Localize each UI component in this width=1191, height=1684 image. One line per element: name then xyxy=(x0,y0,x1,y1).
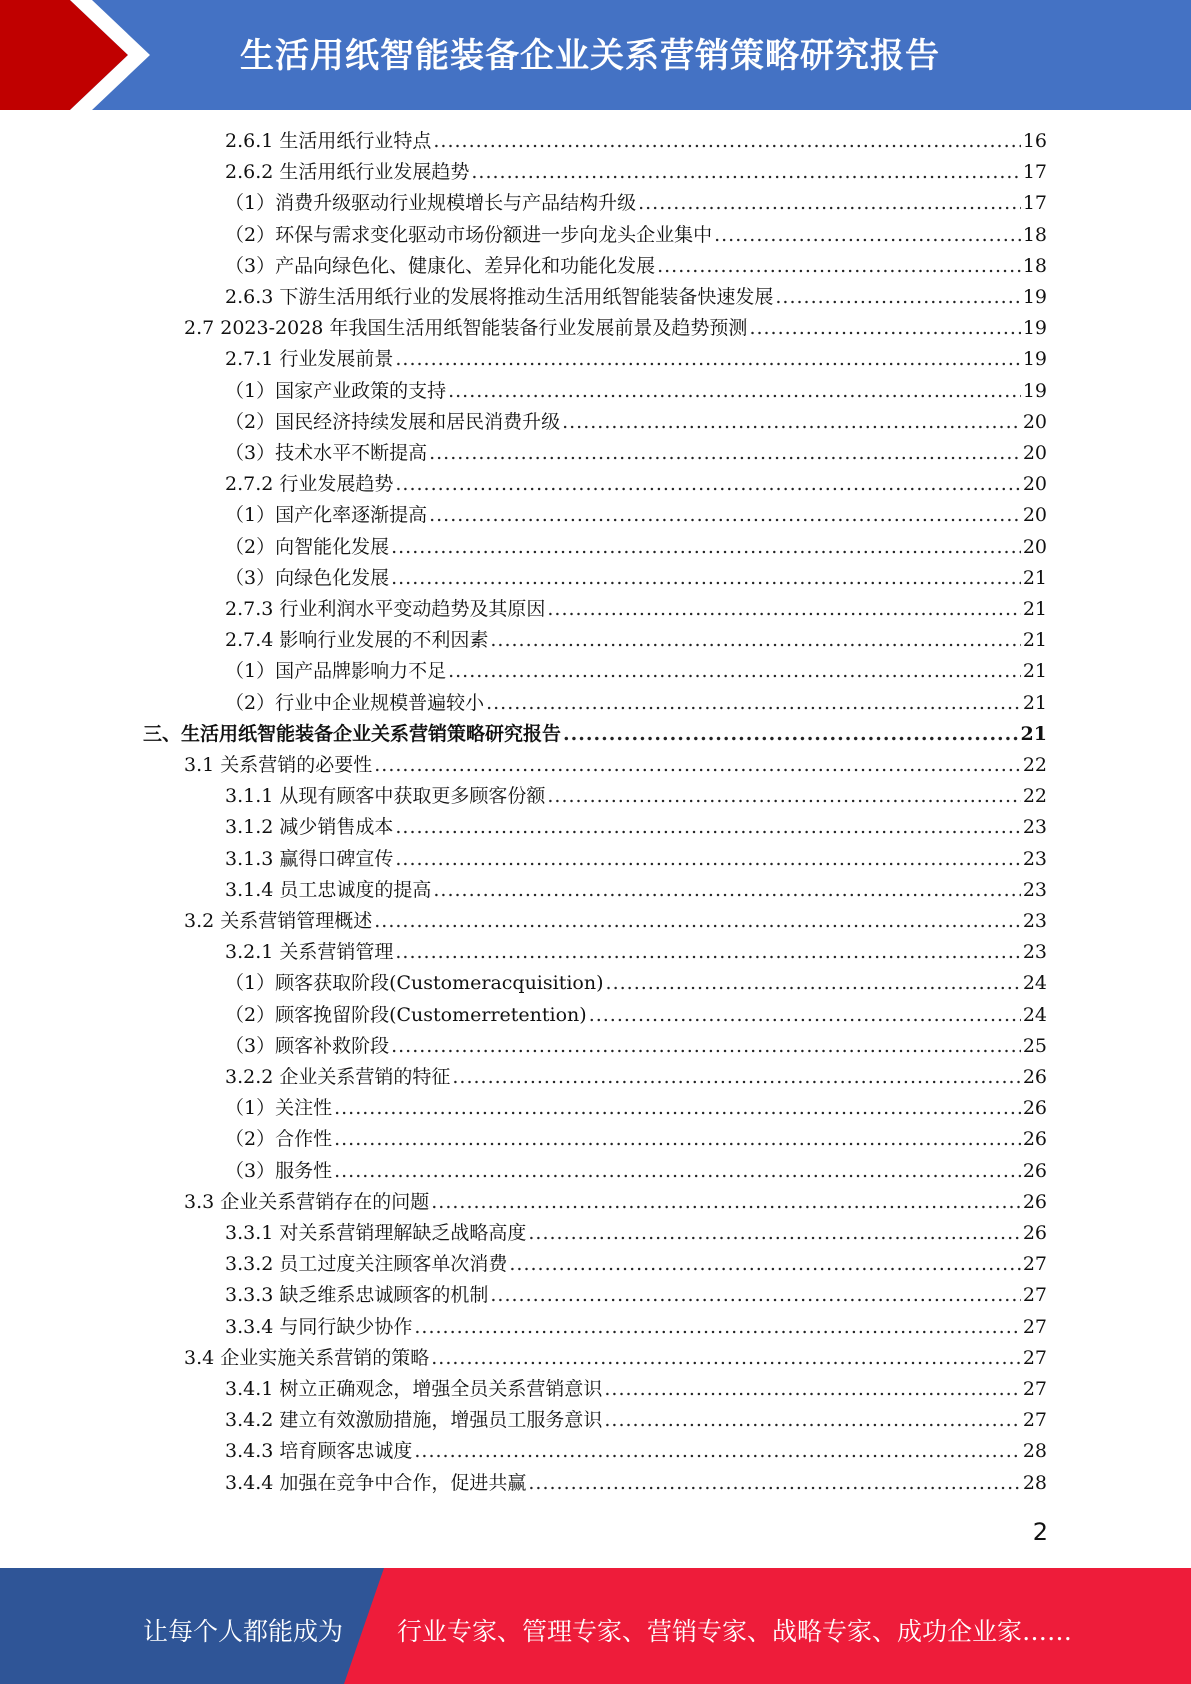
toc-entry[interactable] xyxy=(225,1031,1047,1062)
toc-entry-label: 3.1.4 员工忠诚度的提高 xyxy=(225,878,432,901)
toc-entry[interactable] xyxy=(225,1000,1047,1031)
toc-entry-label: 2.7.4 影响行业发展的不利因素 xyxy=(225,629,489,652)
toc-entry[interactable] xyxy=(225,251,1047,282)
toc-entry-label: （1）消费升级驱动行业规模增长与产品结构升级 xyxy=(225,192,637,215)
toc-leader-dots xyxy=(657,251,1021,282)
toc-entry-page: 26 xyxy=(1022,1128,1047,1151)
toc-entry-page: 19 xyxy=(1022,317,1047,340)
toc-entry-page: 24 xyxy=(1022,1003,1047,1026)
toc-leader-dots xyxy=(604,1374,1020,1405)
toc-entry-page: 21 xyxy=(1022,566,1047,589)
toc-entry[interactable] xyxy=(225,532,1047,563)
toc-entry-page: 20 xyxy=(1022,442,1047,464)
toc-entry[interactable] xyxy=(225,1405,1047,1436)
toc-entry-page: 25 xyxy=(1022,1034,1047,1057)
toc-leader-dots xyxy=(414,1436,1020,1467)
toc-entry[interactable] xyxy=(225,126,1047,157)
toc-leader-dots xyxy=(562,407,1021,438)
toc-entry-label: （1）国家产业政策的支持 xyxy=(225,379,447,402)
toc-entry-label: 3.4 企业实施关系营销的策略 xyxy=(184,1346,430,1369)
toc-entry[interactable] xyxy=(225,469,1047,500)
toc-entry-page: 21 xyxy=(1022,598,1047,620)
toc-entry-page: 19 xyxy=(1022,348,1047,371)
toc-entry-label: 2.7 2023-2028 年我国生活用纸智能装备行业发展前景及趋势预测 xyxy=(184,317,748,340)
toc-leader-dots xyxy=(429,500,1021,531)
page-number: 2 xyxy=(1032,1518,1048,1546)
toc-entry[interactable] xyxy=(225,875,1047,906)
footer-slogan-right: 行业专家、管理专家、营销专家、战略专家、成功企业家…… xyxy=(397,1617,1073,1646)
toc-entry[interactable] xyxy=(225,157,1047,188)
toc-entry-label: （2）合作性 xyxy=(225,1128,333,1151)
toc-entry-label: 3.3.3 缺乏维系忠诚顾客的机制 xyxy=(225,1284,489,1307)
toc-leader-dots xyxy=(374,750,1021,781)
toc-entry-label: 3.3.2 员工过度关注顾客单次消费 xyxy=(225,1253,508,1276)
toc-entry-page: 27 xyxy=(1022,1284,1047,1307)
toc-entry[interactable] xyxy=(225,376,1047,407)
toc-entry-label: （2）环保与需求变化驱动市场份额进一步向龙头企业集中 xyxy=(225,223,713,246)
toc-entry-label: 3.3 企业关系营销存在的问题 xyxy=(184,1190,430,1213)
toc-entry-page: 23 xyxy=(1022,878,1047,901)
toc-entry-label: 2.6.1 生活用纸行业特点 xyxy=(225,130,432,152)
toc-leader-dots xyxy=(509,1249,1020,1280)
toc-entry-label: 2.7.3 行业利润水平变动趋势及其原因 xyxy=(225,598,546,620)
toc-entry-page: 16 xyxy=(1022,130,1047,152)
toc-entry[interactable] xyxy=(225,937,1047,968)
toc-leader-dots xyxy=(395,937,1020,968)
toc-leader-dots xyxy=(749,313,1020,344)
toc-leader-dots xyxy=(334,1124,1021,1155)
toc-leader-dots xyxy=(490,625,1020,656)
toc-entry-label: 3.2 关系营销管理概述 xyxy=(184,910,373,932)
toc-leader-dots xyxy=(714,220,1021,251)
toc-entry-label: （3）顾客补救阶段 xyxy=(225,1034,390,1057)
toc-entry-label: 3.4.2 建立有效激励措施，增强员工服务意识 xyxy=(225,1409,603,1432)
toc-leader-dots xyxy=(334,1156,1021,1187)
toc-entry-page: 21 xyxy=(1022,629,1047,652)
toc-entry-page: 28 xyxy=(1022,1440,1047,1463)
toc-leader-dots xyxy=(638,188,1021,219)
toc-leader-dots xyxy=(486,688,1021,719)
toc-entry-page: 18 xyxy=(1022,223,1047,246)
toc-leader-dots xyxy=(589,1000,1021,1031)
toc-entry-label: （1）国产化率逐渐提高 xyxy=(225,504,428,527)
toc-entry-page: 28 xyxy=(1022,1471,1047,1494)
toc-entry[interactable] xyxy=(225,812,1047,843)
document-title: 生活用纸智能装备企业关系营销策略研究报告 xyxy=(240,36,940,76)
toc-entry-label: （2）行业中企业规模普遍较小 xyxy=(225,691,485,714)
toc-entry[interactable] xyxy=(225,625,1047,656)
toc-leader-dots xyxy=(395,344,1020,375)
toc-entry-page: 20 xyxy=(1022,504,1047,527)
toc-leader-dots xyxy=(391,1031,1021,1062)
toc-entry[interactable] xyxy=(225,1156,1047,1187)
toc-entry[interactable] xyxy=(184,1343,1047,1374)
toc-leader-dots xyxy=(547,781,1020,812)
toc-entry[interactable] xyxy=(225,656,1047,687)
toc-entry-page: 24 xyxy=(1022,972,1047,995)
toc-entry-page: 20 xyxy=(1022,535,1047,558)
toc-entry-page: 19 xyxy=(1022,286,1047,308)
toc-entry-label: 3.3.1 对关系营销理解缺乏战略高度 xyxy=(225,1222,527,1244)
toc-entry-page: 23 xyxy=(1022,910,1047,932)
toc-leader-dots xyxy=(528,1218,1020,1249)
toc-entry[interactable] xyxy=(225,282,1047,313)
toc-entry[interactable] xyxy=(184,313,1047,344)
toc-entry-page: 22 xyxy=(1022,754,1047,776)
toc-leader-dots xyxy=(334,1093,1021,1124)
toc-entry-label: 2.7.1 行业发展前景 xyxy=(225,348,394,371)
toc-leader-dots xyxy=(391,532,1021,563)
toc-entry-page: 26 xyxy=(1022,1066,1047,1088)
toc-entry-label: （1）顾客获取阶段(Customeracquisition) xyxy=(225,972,604,995)
toc-leader-dots xyxy=(448,656,1021,687)
toc-entry[interactable] xyxy=(225,968,1047,999)
toc-entry[interactable] xyxy=(225,1468,1047,1499)
toc-entry[interactable] xyxy=(225,1124,1047,1155)
toc-entry-page: 20 xyxy=(1022,410,1047,433)
toc-leader-dots xyxy=(433,875,1020,906)
toc-entry-label: （2）国民经济持续发展和居民消费升级 xyxy=(225,410,561,433)
toc-entry[interactable] xyxy=(225,1249,1047,1280)
toc-leader-dots xyxy=(563,719,1019,750)
toc-entry[interactable] xyxy=(225,1062,1047,1093)
toc-entry[interactable] xyxy=(225,1280,1047,1311)
toc-entry-label: 3.2.1 关系营销管理 xyxy=(225,941,394,964)
toc-leader-dots xyxy=(448,376,1021,407)
toc-entry[interactable] xyxy=(225,344,1047,375)
toc-leader-dots xyxy=(433,126,1020,157)
toc-entry-label: （3）向绿色化发展 xyxy=(225,566,390,589)
toc-leader-dots xyxy=(429,438,1021,469)
toc-leader-dots xyxy=(471,157,1020,188)
toc-entry[interactable] xyxy=(225,563,1047,594)
toc-entry-page: 26 xyxy=(1022,1190,1047,1213)
toc-entry-label: 3.4.3 培育顾客忠诚度 xyxy=(225,1440,413,1463)
toc-entry-label: （3）技术水平不断提高 xyxy=(225,442,428,464)
toc-entry-label: 三、生活用纸智能装备企业关系营销策略研究报告 xyxy=(143,722,562,745)
toc-entry-page: 17 xyxy=(1022,161,1047,184)
toc-entry[interactable] xyxy=(225,844,1047,875)
toc-entry[interactable] xyxy=(225,688,1047,719)
toc-entry-page: 22 xyxy=(1022,785,1047,808)
toc-entry-label: （3）产品向绿色化、健康化、差异化和功能化发展 xyxy=(225,254,656,277)
page-footer xyxy=(0,1568,1191,1684)
toc-entry[interactable] xyxy=(225,220,1047,251)
toc-leader-dots xyxy=(775,282,1020,313)
toc-entry[interactable] xyxy=(225,1218,1047,1249)
toc-leader-dots xyxy=(528,1468,1020,1499)
toc-entry[interactable] xyxy=(225,1374,1047,1405)
toc-leader-dots xyxy=(606,968,1021,999)
toc-entry[interactable] xyxy=(225,407,1047,438)
toc-entry-label: 3.2.2 企业关系营销的特征 xyxy=(225,1066,451,1088)
toc-entry-page: 26 xyxy=(1022,1159,1047,1182)
toc-entry-page: 23 xyxy=(1022,816,1047,839)
toc-entry-label: 3.3.4 与同行缺少协作 xyxy=(225,1315,413,1338)
toc-entry[interactable] xyxy=(225,781,1047,812)
toc-leader-dots xyxy=(490,1280,1020,1311)
toc-entry-page: 21 xyxy=(1022,691,1047,714)
toc-entry-page: 21 xyxy=(1022,660,1047,683)
toc-leader-dots xyxy=(431,1343,1021,1374)
toc-entry[interactable] xyxy=(225,188,1047,219)
toc-entry[interactable] xyxy=(184,750,1047,781)
toc-entry-label: 2.7.2 行业发展趋势 xyxy=(225,473,394,496)
toc-entry[interactable] xyxy=(225,500,1047,531)
toc-entry-label: （3）服务性 xyxy=(225,1159,333,1182)
toc-leader-dots xyxy=(431,1187,1021,1218)
toc-leader-dots xyxy=(604,1405,1020,1436)
toc-leader-dots xyxy=(374,906,1021,937)
toc-leader-dots xyxy=(395,812,1020,843)
toc-entry[interactable] xyxy=(225,438,1047,469)
toc-entry-page: 20 xyxy=(1022,473,1047,496)
toc-entry-label: 2.6.3 下游生活用纸行业的发展将推动生活用纸智能装备快速发展 xyxy=(225,286,774,308)
toc-entry-label: 3.1.3 赢得口碑宣传 xyxy=(225,847,394,870)
toc-entry[interactable] xyxy=(143,719,1047,750)
toc-entry-label: 3.1 关系营销的必要性 xyxy=(184,754,373,776)
toc-leader-dots xyxy=(395,469,1020,500)
toc-entry-page: 23 xyxy=(1022,847,1047,870)
toc-entry-page: 23 xyxy=(1022,941,1047,964)
footer-slogan-left: 让每个人都能成为 xyxy=(143,1617,344,1646)
toc-entry-page: 18 xyxy=(1022,254,1047,277)
toc-entry-page: 27 xyxy=(1022,1378,1047,1400)
toc-leader-dots xyxy=(414,1312,1020,1343)
toc-entry-label: 3.1.1 从现有顾客中获取更多顾客份额 xyxy=(225,785,546,808)
toc-entry-label: （2）顾客挽留阶段(Customerretention) xyxy=(225,1003,587,1026)
toc-entry-page: 19 xyxy=(1022,379,1047,402)
toc-entry-page: 27 xyxy=(1022,1253,1047,1276)
toc-entry-label: （2）向智能化发展 xyxy=(225,535,390,558)
page-header xyxy=(0,0,1191,110)
toc-entry-page: 26 xyxy=(1022,1097,1047,1120)
toc-leader-dots xyxy=(452,1062,1020,1093)
toc-leader-dots xyxy=(547,594,1020,625)
toc-entry[interactable] xyxy=(184,906,1047,937)
toc-entry-label: 3.1.2 减少销售成本 xyxy=(225,816,394,839)
toc-entry-label: 3.4.4 加强在竞争中合作，促进共赢 xyxy=(225,1471,527,1494)
toc-entry[interactable] xyxy=(225,1312,1047,1343)
toc-entry[interactable] xyxy=(184,1187,1047,1218)
toc-entry-page: 27 xyxy=(1022,1315,1047,1338)
toc-leader-dots xyxy=(391,563,1021,594)
toc-entry-page: 26 xyxy=(1022,1222,1047,1244)
toc-entry-label: （1）关注性 xyxy=(225,1097,333,1120)
toc-entry-label: （1）国产品牌影响力不足 xyxy=(225,660,447,683)
toc-entry[interactable] xyxy=(225,1436,1047,1467)
toc-entry-page: 21 xyxy=(1020,722,1047,745)
toc-leader-dots xyxy=(395,844,1020,875)
toc-entry-page: 17 xyxy=(1022,192,1047,215)
toc-entry[interactable] xyxy=(225,1093,1047,1124)
toc-entry-page: 27 xyxy=(1022,1346,1047,1369)
toc-entry[interactable] xyxy=(225,594,1047,625)
toc-entry-page: 27 xyxy=(1022,1409,1047,1432)
toc-entry-label: 3.4.1 树立正确观念，增强全员关系营销意识 xyxy=(225,1378,603,1400)
toc-entry-label: 2.6.2 生活用纸行业发展趋势 xyxy=(225,161,470,184)
